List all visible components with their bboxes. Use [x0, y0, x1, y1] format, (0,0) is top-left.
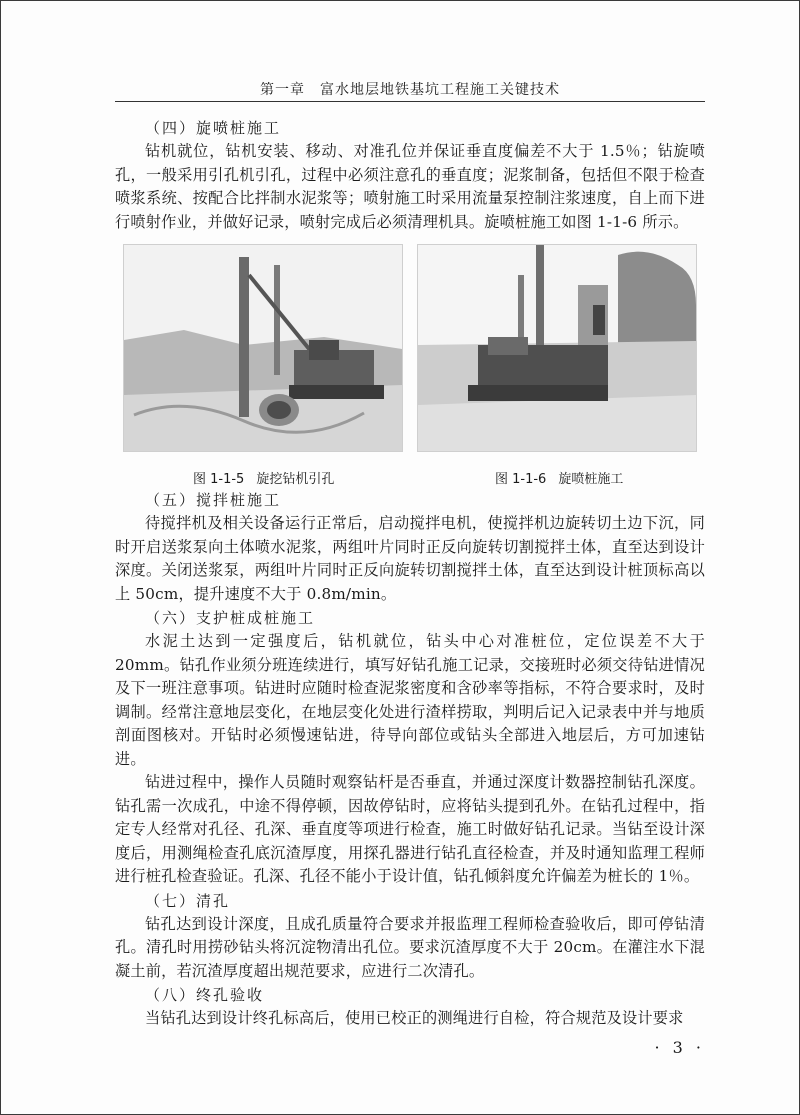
figure-number: 图 1-1-6: [495, 472, 547, 487]
section-heading-5: （五）搅拌桩施工: [145, 491, 282, 509]
paragraph: 钻机就位，钻机安装、移动、对准孔位并保证垂直度偏差不大于 1.5％；钻旋喷孔，一般采用引孔机引孔，过程中必须注意孔的垂直度；泥浆制备，包括但不限于检查喷浆系统、按配合比拌制水泥浆等；喷射施工时采用流量泵控制注浆速度，自上而下进行喷射作业，并做好记录，喷射完成后必须清理机具。旋喷桩施工如图 1-1-6 所示。: [115, 142, 705, 231]
figure-caption: [193, 468, 334, 487]
figure-caption-text: 旋挖钻机引孔: [256, 472, 335, 487]
paragraph: 待搅拌机及相关设备运行正常后，启动搅拌电机，使搅拌机边旋转切土边下沉，同时开启送浆泵向土体喷水泥浆，两组叶片同时正反向旋转切割搅拌土体，直至达到设计深度。关闭送浆泵，两组叶片同时正反向旋转切割搅拌土体，直至达到设计桩顶标高以上 50cm，提升速度不大于 0.8m/min。: [115, 514, 705, 603]
section-heading-7: （七）清孔: [145, 891, 231, 910]
paragraph: 水泥土达到一定强度后，钻机就位，钻头中心对准桩位，定位误差不大于 20mm。钻孔作业须分班连续进行，填写好钻孔施工记录，交接班时必须交待钻进情况及下一班注意事项。钻进时应随时检查泥浆密度和含砂率等指标，不符合要求时，及时调制。经常注意地层变化，在地层变化处进行渣样捞取，判明后记入记录表中并与地质剖面图核对。开钻时必须慢速钻进，待导向部位或钻头全部进入地层后，方可加速钻进。: [115, 632, 705, 768]
figure-caption: [495, 468, 623, 487]
figure-number: 图 1-1-5: [193, 472, 245, 487]
section-heading-4: （四）旋喷桩施工: [145, 119, 282, 137]
paragraph: 钻孔达到设计深度，且成孔质量符合要求并报监理工程师检查验收后，即可停钻清孔。清孔时用捞砂钻头将沉淀物清出孔位。要求沉渣厚度不大于 20cm。在灌注水下混凝土前，若沉渣厚度超出规范要求，应进行二次清孔。: [115, 914, 705, 980]
section-heading-6: （六）支护桩成桩施工: [145, 609, 316, 627]
section-heading-8: （八）终孔验收: [145, 986, 265, 1004]
page-number: · 3 ·: [654, 1038, 705, 1057]
figure-caption-text: 旋喷桩施工: [558, 472, 624, 487]
figure-row: [115, 244, 705, 488]
paragraph: 钻进过程中，操作人员随时观察钻杆是否垂直，并通过深度计数器控制钻孔深度。钻孔需一次成孔，中途不得停顿，因故停钻时，应将钻头提到孔外。在钻孔过程中，指定专人经常对孔径、孔深、垂直度等项进行检查，施工时做好钻孔记录。当钻至设计深度后，用测绳检查孔底沉渣厚度，用探孔器进行钻孔直径检查，并及时通知监理工程师进行桩孔检查验证。孔深、孔径不能小于设计值，钻孔倾斜度允许偏差为桩长的 1％。: [115, 773, 705, 885]
paragraph: 当钻孔达到设计终孔标高后，使用已校正的测绳进行自检，符合规范及设计要求: [145, 1009, 684, 1027]
running-header: 第一章 富水地层地铁基坑工程施工关键技术: [260, 82, 560, 98]
rotary-drill-rig-photo: [123, 244, 403, 452]
jet-grouting-rig-photo: [417, 244, 697, 452]
header-rule: [115, 101, 705, 102]
page-content: [115, 116, 705, 1031]
